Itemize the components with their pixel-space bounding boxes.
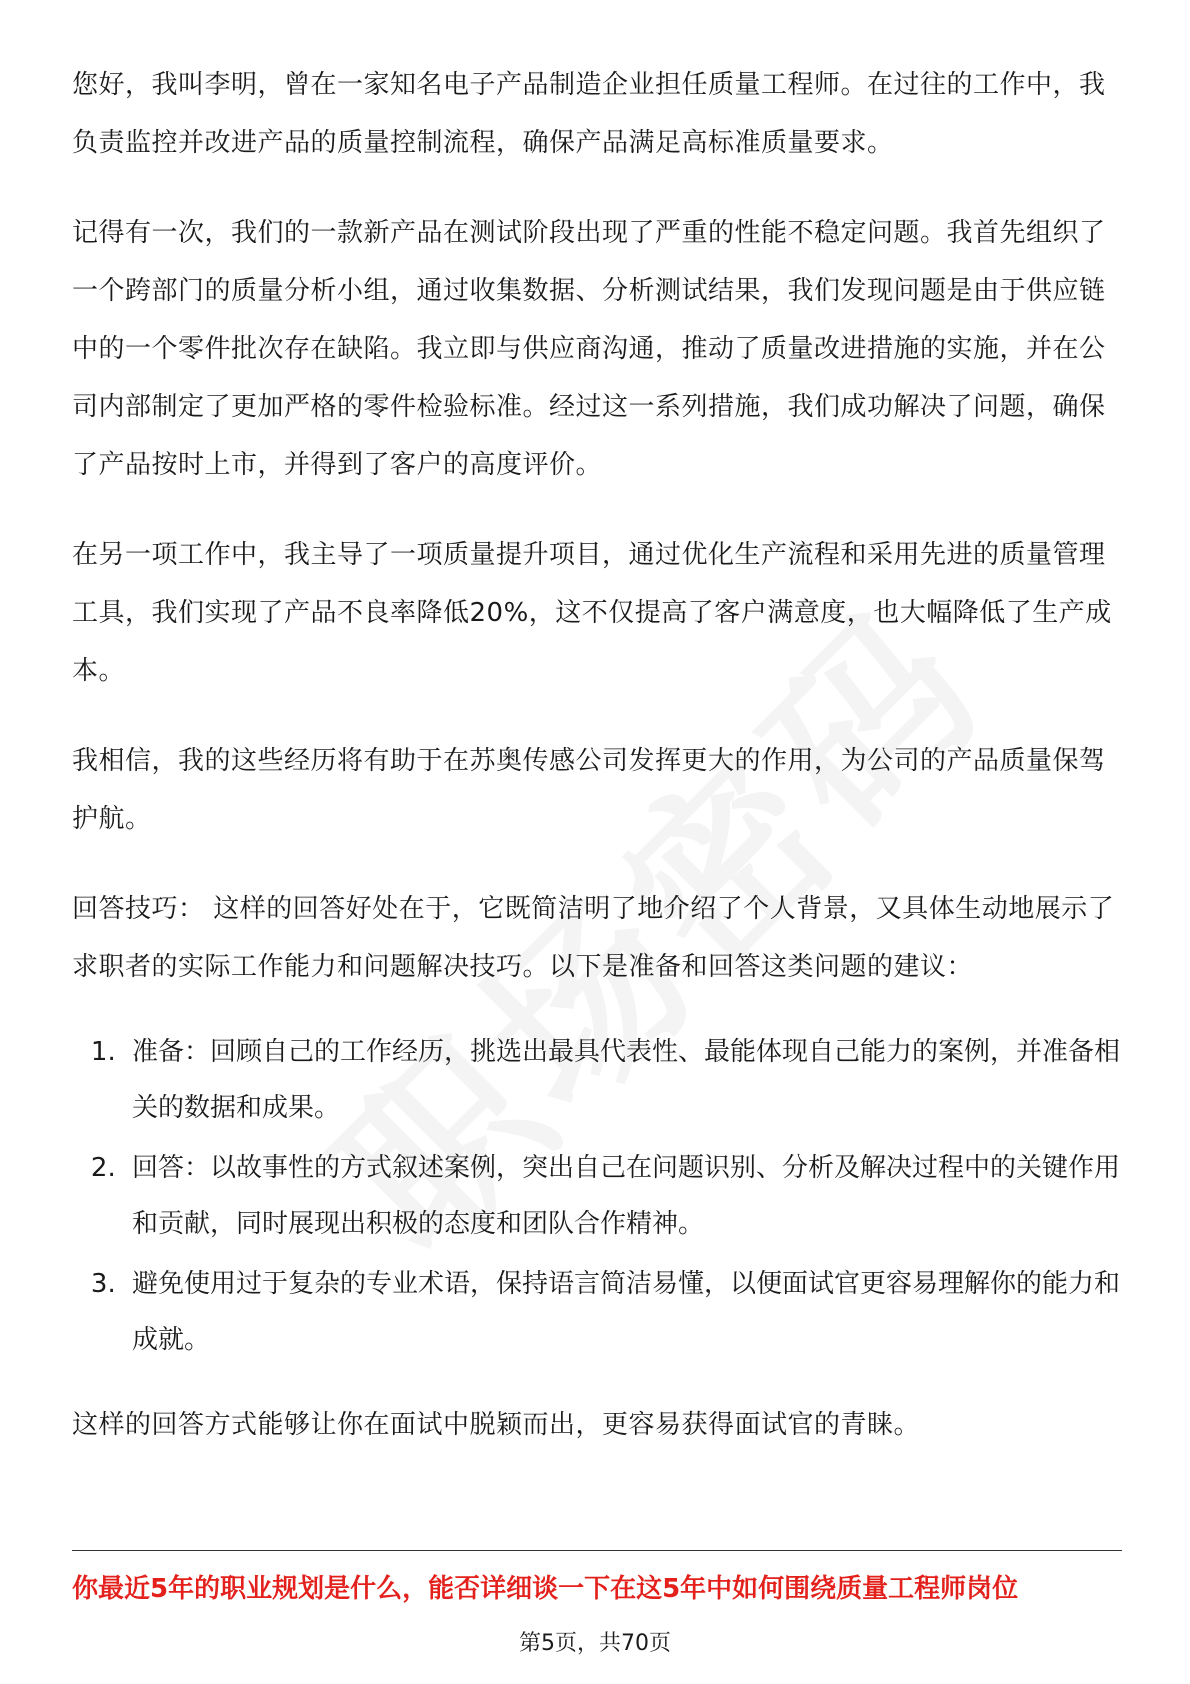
page-number: 第5页，共70页 xyxy=(519,1631,671,1656)
paragraph-belief: 我相信，我的这些经历将有助于在苏奥传感公司发挥更大的作用，为公司的产品质量保驾护航。 xyxy=(72,746,1106,834)
list-item: 1. 准备：回顾自己的工作经历，挑选出最具代表性、最能体现自己能力的案例，并准备相关的数据和成果。 xyxy=(124,1024,1122,1136)
paragraph-closing: 这样的回答方式能够让你在面试中脱颖而出，更容易获得面试官的青睐。 xyxy=(72,1410,921,1440)
tips-list xyxy=(72,1024,1122,1368)
next-question-heading: 你最近5年的职业规划是什么，能否详细谈一下在这5年中如何围绕质量工程师岗位 xyxy=(72,1574,1019,1604)
document-body xyxy=(72,56,1122,1486)
divider xyxy=(72,1550,1122,1551)
paragraph-intro: 您好，我叫李明，曾在一家知名电子产品制造企业担任质量工程师。在过往的工作中，我负责监控并改进产品的质量控制流程，确保产品满足高标准质量要求。 xyxy=(72,70,1106,158)
list-item: 3. 避免使用过于复杂的专业术语，保持语言简洁易懂，以便面试官更容易理解你的能力和成就。 xyxy=(124,1256,1122,1368)
paragraph-project: 在另一项工作中，我主导了一项质量提升项目，通过优化生产流程和采用先进的质量管理工具，我们实现了产品不良率降低20%，这不仅提高了客户满意度，也大幅降低了生产成本。 xyxy=(72,540,1112,686)
paragraph-story: 记得有一次，我们的一款新产品在测试阶段出现了严重的性能不稳定问题。我首先组织了一个跨部门的质量分析小组，通过收集数据、分析测试结果，我们发现问题是由于供应链中的一个零件批次存在缺陷。我立即与供应商沟通，推动了质量改进措施的实施，并在公司内部制定了更加严格的零件检验标准。经过这一系列措施，我们成功解决了问题，确保了产品按时上市，并得到了客户的高度评价。 xyxy=(72,218,1106,480)
paragraph-tips-intro: 回答技巧： 这样的回答好处在于，它既简洁明了地介绍了个人背景，又具体生动地展示了求职者的实际工作能力和问题解决技巧。以下是准备和回答这类问题的建议： xyxy=(72,894,1115,982)
list-item: 2. 回答：以故事性的方式叙述案例，突出自己在问题识别、分析及解决过程中的关键作用和贡献，同时展现出积极的态度和团队合作精神。 xyxy=(124,1140,1122,1252)
